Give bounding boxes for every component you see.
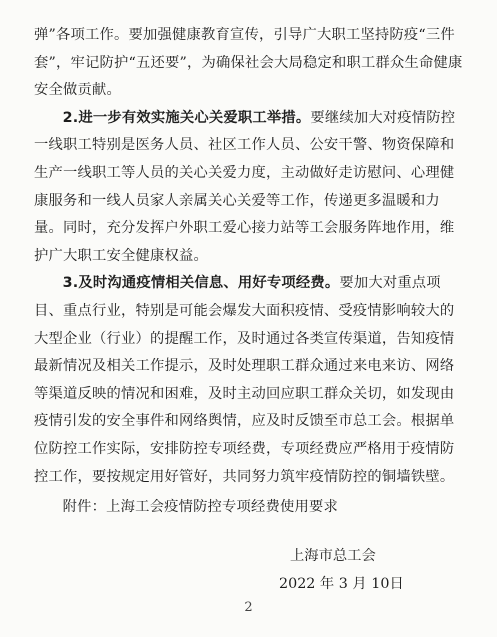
body-text bbox=[34, 22, 464, 522]
section-2 bbox=[34, 105, 464, 271]
section-3-heading: 3.及时沟通疫情相关信息、用好专项经费。 bbox=[62, 275, 340, 292]
section-3 bbox=[34, 270, 464, 491]
attachment-line: 附件：上海工会疫情防控专项经费使用要求 bbox=[62, 499, 339, 516]
section-2-heading: 2.进一步有效实施关心关爱职工举措。 bbox=[62, 109, 311, 126]
issuing-organization: 上海市总工会 bbox=[290, 548, 376, 564]
section-2-body: 要继续加大对疫情防控一线职工特别是医务人员、社区工作人员、公安干警、物资保障和生产一线职工等人员的关心关爱力度，主动做好走访慰问、心理健康服务和一线人员家人亲属关心关爱等工作，传递更多温暖和力量。同时，充分发挥户外职工爱心接力站等工会服务阵地作用，维护广大职工安全健康权益。 bbox=[34, 109, 456, 264]
paragraph-continuation: 弹”各项工作。要加强健康教育宣传，引导广大职工坚持防疫“三件套”，牢记防护“五还要”，为确保社会大局稳定和职工群众生命健康安全做贡献。 bbox=[34, 27, 463, 99]
page-number: 2 bbox=[244, 600, 253, 615]
issue-date: 2022 年 3 月 10日 bbox=[279, 576, 404, 592]
section-3-body: 要加大对重点项目、重点行业，特别是可能会爆发大面积疫情、受疫情影响较大的大型企业（行业）的提醒工作，及时通过各类宣传渠道，告知疫情最新情况及相关工作提示，及时处理职工群众通过来电来访、网络等渠道反映的情况和困难，及时主动回应职工群众关切，如发现由疫情引发的安全事件和网络舆情，应及时反馈至市总工会。根据单位防控工作实际，安排防控专项经费，专项经费应严格用于疫情防控工作，要按规定用好管好，共同努力筑牢疫情防控的铜墙铁壁。 bbox=[34, 275, 455, 485]
